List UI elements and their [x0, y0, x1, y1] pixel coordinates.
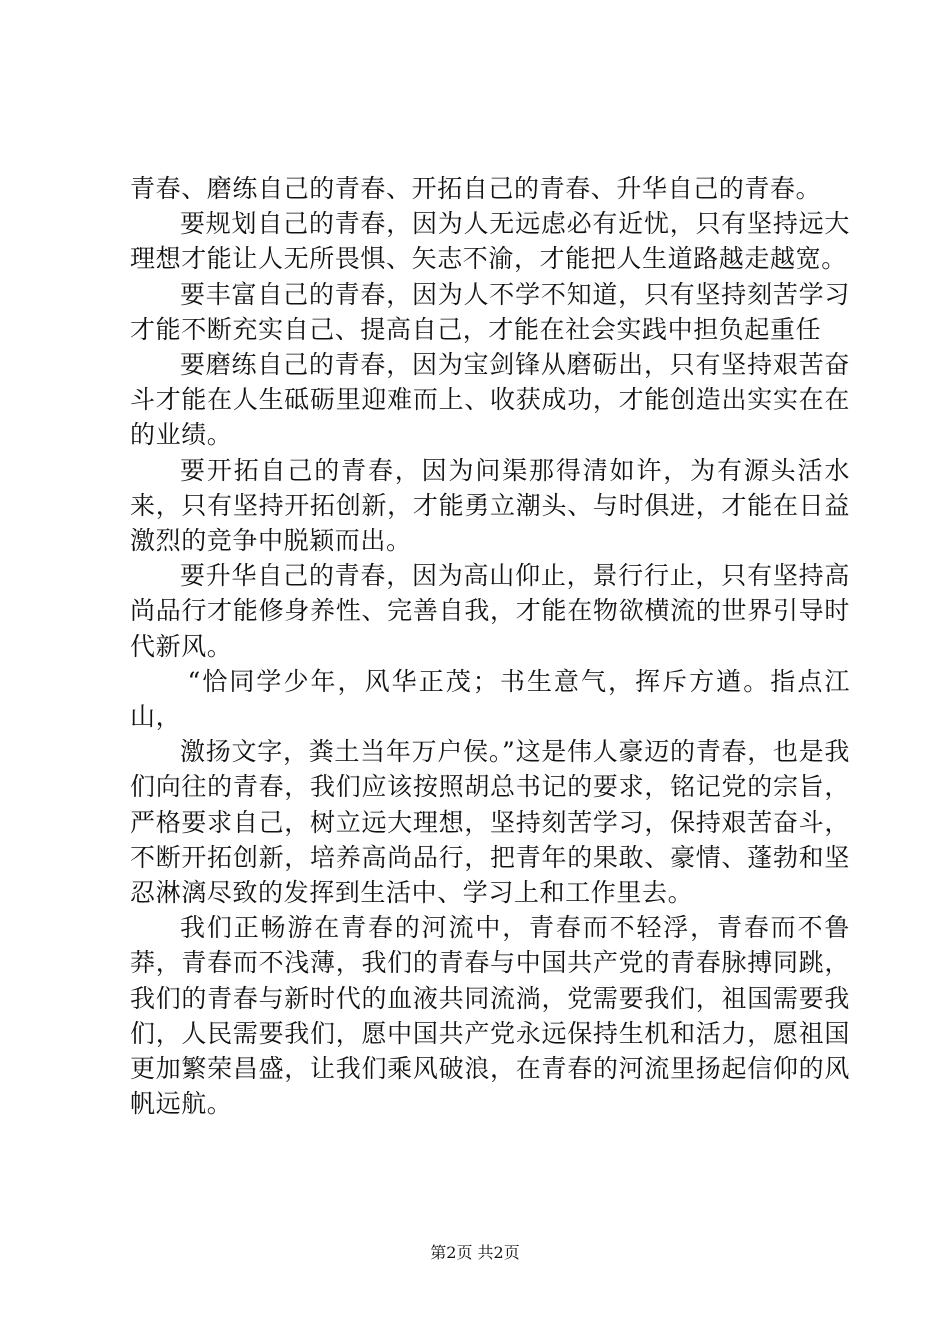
page-number-footer: 第2页 共2页	[430, 1243, 520, 1262]
paragraph-enrich-youth: 要丰富自己的青春，因为人不学不知道，只有坚持刻苦学习才能不断充实自己、提高自己，才能在社会实践中担负起重任	[130, 279, 850, 344]
paragraph-quote: “恰同学少年，风华正茂；书生意气，挥斥方遒。指点江山，	[130, 666, 850, 732]
paragraph-quote-continued: 激扬文字，粪土当年万户侯。”这是伟人豪迈的青春，也是我们向往的青春，我们应该按照胡总书记的要求，铭记党的宗旨，严格要求自己，树立远大理想，坚持刻苦学习，保持艰苦奋斗，不断开拓创新，培养高尚品行，把青年的果敢、豪情、蓬勃和坚忍淋漓尽致的发挥到生活中、学习上和工作里去。	[130, 737, 850, 908]
paragraph-pioneer-youth: 要开拓自己的青春，因为问渠那得清如许，为有源头活水来，只有坚持开拓创新，才能勇立潮头、与时俱进，才能在日益激烈的竞争中脱颖而出。	[130, 455, 850, 556]
paragraph-temper-youth: 要磨练自己的青春，因为宝剑锋从磨砺出，只有坚持艰苦奋斗才能在人生砥砺里迎难而上、收获成功，才能创造出实实在在的业绩。	[130, 350, 850, 450]
paragraph-conclusion: 我们正畅游在青春的河流中，青春而不轻浮，青春而不鲁莽，青春而不浅薄，我们的青春与中国共产党的青春脉搏同跳，我们的青春与新时代的血液共同流淌，党需要我们，祖国需要我们，人民需要我们，愿中国共产党永远保持生机和活力，愿祖国更加繁荣昌盛，让我们乘风破浪，在青春的河流里扬起信仰的风帆远航。	[130, 913, 850, 1119]
paragraph-plan-youth: 要规划自己的青春，因为人无远虑必有近忧，只有坚持远大理想才能让人无所畏惧、矢志不渝，才能把人生道路越走越宽。	[130, 209, 850, 274]
paragraph-continuation: 青春、磨练自己的青春、开拓自己的青春、升华自己的青春。	[130, 174, 822, 203]
paragraph-sublimate-youth: 要升华自己的青春，因为高山仰止，景行行止，只有坚持高尚品行才能修身养性、完善自我，才能在物欲横流的世界引导时代新风。	[130, 561, 850, 661]
document-body	[130, 171, 850, 1121]
